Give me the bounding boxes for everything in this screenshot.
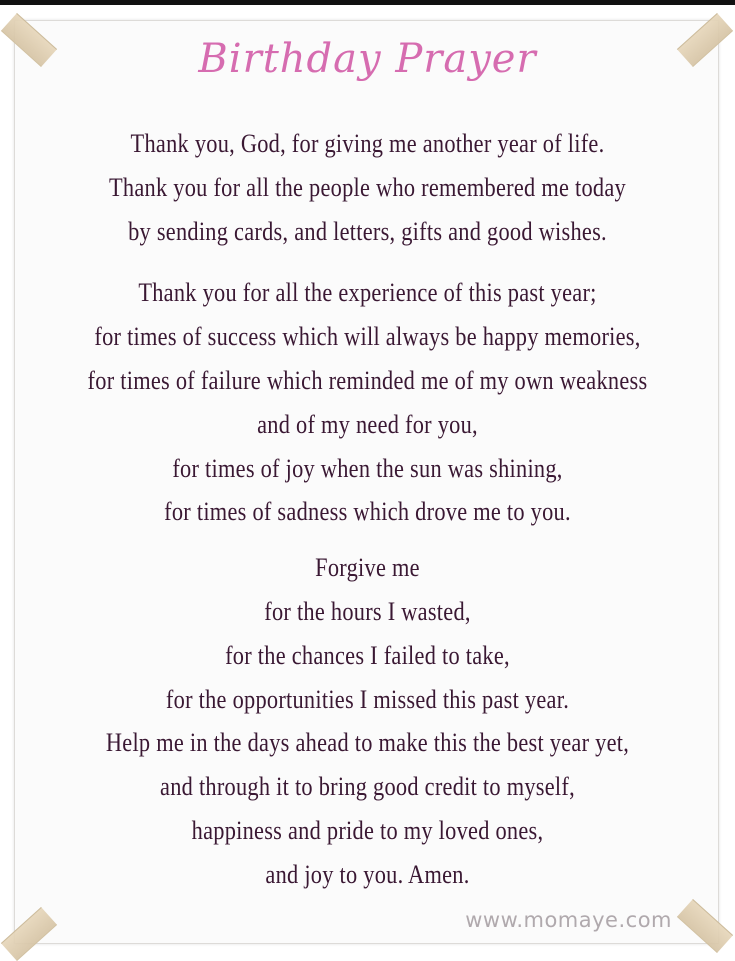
- prayer-line: and through it to bring good credit to myself,: [160, 772, 575, 802]
- prayer-line: by sending cards, and letters, gifts and good wishes.: [128, 216, 607, 246]
- prayer-line: for times of success which will always be happy memories,: [94, 322, 641, 352]
- prayer-line: happiness and pride to my loved ones,: [191, 815, 544, 845]
- prayer-body: [0, 122, 735, 897]
- prayer-line: Forgive me: [315, 553, 420, 583]
- prayer-line: Thank you for all the experience of this past year;: [138, 278, 597, 308]
- prayer-line: for times of sadness which drove me to you.: [164, 497, 571, 527]
- prayer-line: Help me in the days ahead to make this the best year yet,: [105, 728, 630, 758]
- watermark: www.momaye.com: [465, 908, 672, 932]
- prayer-line: for the chances I failed to take,: [225, 640, 510, 670]
- prayer-line: for the hours I wasted,: [264, 596, 471, 626]
- prayer-line: for the opportunities I missed this past year.: [165, 684, 570, 714]
- prayer-line: for times of joy when the sun was shining,: [172, 453, 563, 483]
- prayer-line: and joy to you. Amen.: [265, 859, 470, 889]
- prayer-line: Thank you for all the people who remembered me today: [109, 172, 626, 202]
- top-border: [0, 0, 735, 5]
- prayer-line: and of my need for you,: [257, 409, 478, 439]
- prayer-line: Thank you, God, for giving me another year of life.: [130, 129, 605, 158]
- page-title: Birthday Prayer: [198, 36, 537, 82]
- prayer-line: for times of failure which reminded me of my own weakness: [87, 365, 648, 395]
